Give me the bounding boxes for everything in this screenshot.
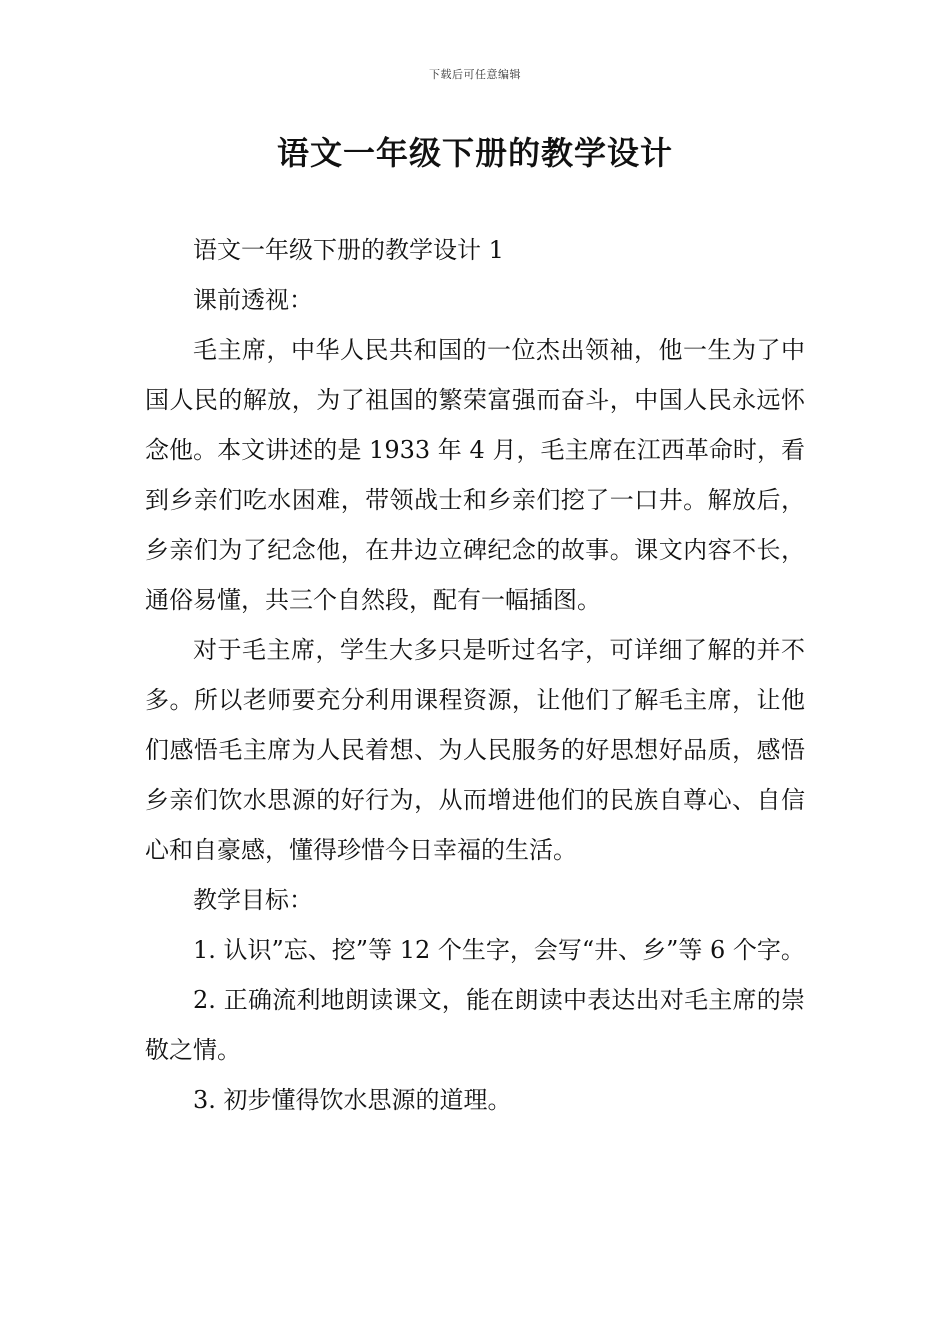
goal-item-3: 3. 初步懂得饮水思源的道理。 xyxy=(193,1086,512,1114)
header-note: 下载后可任意编辑 xyxy=(429,68,521,81)
goal-item-2: 2. 正确流利地朗读课文，能在朗读中表达出对毛主席的崇敬之情。 xyxy=(145,986,805,1064)
paragraph-analysis: 对于毛主席，学生大多只是听过名字，可详细了解的并不多。所以老师要充分利用课程资源，让他们了解毛主席，让他们感悟毛主席为人民着想、为人民服务的好思想好品质，感悟乡亲们饮水思源的好行为，从而增进他们的民族自尊心、自信心和自豪感，懂得珍惜今日幸福的生活。 xyxy=(145,636,805,864)
goal-item-1: 1. 认识”忘、挖”等 12 个生字，会写“井、乡”等 6 个字。 xyxy=(193,936,805,964)
document-body xyxy=(145,225,805,1125)
subheading-goals: 教学目标： xyxy=(193,886,313,914)
subheading-preview: 课前透视： xyxy=(193,286,313,314)
paragraph-intro: 毛主席，中华人民共和国的一位杰出领袖，他一生为了中国人民的解放，为了祖国的繁荣富强而奋斗，中国人民永远怀念他。本文讲述的是 1933 年 4 月，毛主席在江西革命时，看到乡亲们吃水困难，带领战士和乡亲们挖了一口井。解放后，乡亲们为了纪念他，在井边立碑纪念的故事。课文内容不长，通俗易懂，共三个自然段，配有一幅插图。 xyxy=(145,336,805,614)
document-title: 语文一年级下册的教学设计 xyxy=(276,134,673,172)
section-heading: 语文一年级下册的教学设计 1 xyxy=(193,236,504,264)
